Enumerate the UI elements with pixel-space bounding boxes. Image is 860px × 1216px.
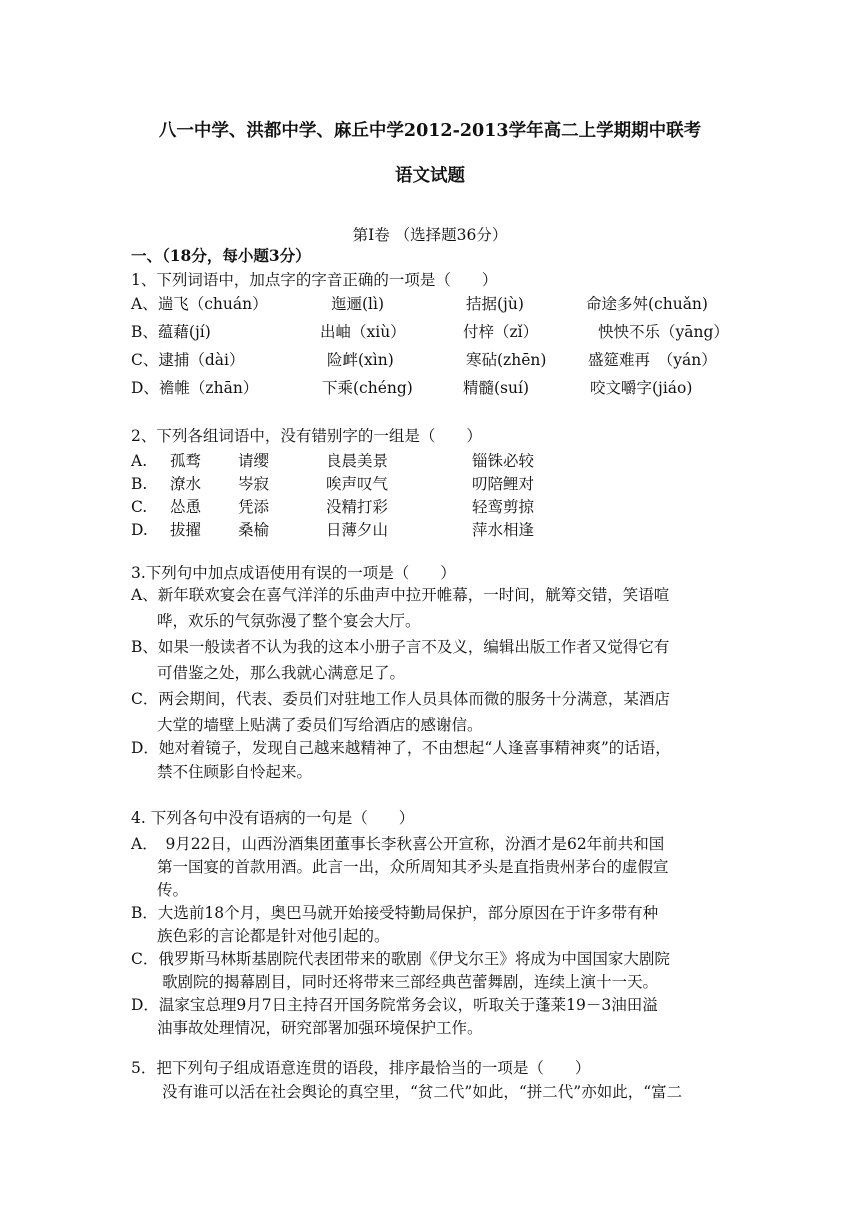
q1-row-d-col1: D、襜帷（zhān）	[131, 379, 259, 397]
q2-row-c-letter: C.	[131, 498, 148, 516]
q4-option-c-line1: C．俄罗斯马林斯基剧院代表团带来的歌剧《伊戈尔王》将成为中国国家大剧院	[131, 950, 670, 968]
q2-row-d-w1: 拔擢	[170, 521, 202, 539]
q1-row-a-col1: A、遄飞（chuán）	[131, 295, 268, 313]
q2-row-a-w1: 孤骛	[170, 452, 202, 470]
q2-row-c-w2: 凭添	[238, 498, 270, 516]
q4-option-b-line1: B．大选前18个月，奥巴马就开始接受特勤局保护，部分原因在于许多带有种	[131, 904, 659, 922]
q3-stem: 3.下列句中加点成语使用有误的一项是（ ）	[131, 564, 456, 582]
q3-option-c-line1: C．两会期间，代表、委员们对驻地工作人员具体而微的服务十分满意，某酒店	[131, 690, 670, 708]
q2-row-b-w2: 岑寂	[238, 475, 270, 493]
q1-row-c-col4: 盛筵难再 （yán）	[588, 351, 717, 369]
q1-row-d-col2: 下乘(chéng)	[322, 379, 413, 397]
exam-title: 八一中学、洪都中学、麻丘中学2012-2013学年高二上学期期中联考	[158, 121, 702, 141]
q2-row-d-w2: 桑榆	[238, 521, 270, 539]
q2-row-c-w4: 轻鸾剪掠	[472, 498, 535, 516]
q2-row-a-w4: 锱铢必较	[472, 452, 535, 470]
q3-option-b-line2: 可借鉴之处，那么我就心满意足了。	[157, 664, 406, 682]
q4-option-b-line2: 族色彩的言论都是针对他引起的。	[157, 927, 390, 945]
exam-subtitle: 语文试题	[395, 166, 465, 186]
q3-option-a-line2: 哗，欢乐的气氛弥漫了整个宴会大厅。	[157, 612, 421, 630]
q1-row-d-col3: 精髓(suí)	[463, 379, 529, 397]
q1-row-a-col4: 命途多舛(chuǎn)	[586, 295, 708, 313]
q5-passage-line1: 没有谁可以活在社会舆论的真空里，“贫二代”如此，“拼二代”亦如此，“富二	[162, 1083, 683, 1101]
q2-row-a-letter: A.	[131, 452, 148, 470]
q1-row-b-col4: 怏怏不乐（yāng）	[598, 323, 729, 341]
q2-stem: 2、下列各组词语中，没有错别字的一组是（ ）	[131, 427, 482, 445]
q2-row-b-letter: B.	[131, 475, 148, 493]
q3-option-a-line1: A、新年联欢宴会在喜气洋洋的乐曲声中拉开帷幕，一时间，觥筹交错，笑语喧	[131, 586, 670, 604]
q2-row-c-w3: 没精打彩	[326, 498, 389, 516]
q4-option-a-line2: 第一国宴的首款用酒。此言一出，众所周知其矛头是直指贵州茅台的虚假宣	[157, 858, 669, 876]
q4-option-a-line1: A． 9月22日，山西汾酒集团董事长李秋喜公开宣称，汾酒才是62年前共和国	[131, 835, 665, 853]
q1-row-c-col1: C、逮捕（dài）	[131, 351, 245, 369]
q2-row-d-letter: D.	[131, 521, 148, 539]
q2-row-b-w1: 潦水	[170, 475, 202, 493]
q1-row-b-col1: B、蕴藉(jí)	[131, 323, 211, 341]
q1-row-c-col3: 寒砧(zhēn)	[466, 351, 547, 369]
q4-option-a-line3: 传。	[157, 881, 189, 899]
q2-row-b-w4: 叨陪鲤对	[472, 475, 535, 493]
q2-row-a-w3: 良晨美景	[326, 452, 389, 470]
q3-option-c-line2: 大堂的墙壁上贴满了委员们写给酒店的感谢信。	[157, 716, 483, 734]
q3-option-b-line1: B、如果一般读者不认为我的这本小册子言不及义，编辑出版工作者又觉得它有	[131, 638, 670, 656]
volume-heading: 第I卷 （选择题36分）	[352, 226, 508, 244]
q1-row-b-col2: 出岫（xiù）	[320, 323, 406, 341]
q3-option-d-line2: 禁不住顾影自怜起来。	[157, 763, 313, 781]
section-heading: 一、（18分，每小题3分）	[131, 246, 311, 265]
q1-row-b-col3: 付梓（zǐ）	[463, 323, 539, 341]
q1-row-d-col4: 咬文嚼字(jiáo)	[590, 379, 693, 397]
q2-row-c-w1: 怂恿	[170, 498, 202, 516]
q4-option-d-line1: D．温家宝总理9月7日主持召开国务院常务会议，听取关于蓬莱19－3油田溢	[131, 996, 658, 1014]
q4-option-c-line2: 歌剧院的揭幕剧目，同时还将带来三部经典芭蕾舞剧，连续上演十一天。	[162, 973, 659, 991]
q1-row-c-col2: 险衅(xìn)	[327, 351, 394, 369]
q2-row-d-w3: 日薄夕山	[326, 521, 389, 539]
q1-row-a-col2: 迤逦(lì)	[331, 295, 385, 313]
q2-row-a-w2: 请缨	[238, 452, 270, 470]
q2-row-d-w4: 萍水相逢	[472, 521, 535, 539]
q4-stem: 4. 下列各句中没有语病的一句是（ ）	[131, 809, 415, 827]
q5-stem: 5．把下列句子组成语意连贯的语段，排序最恰当的一项是（ ）	[131, 1059, 591, 1077]
q2-row-b-w3: 唉声叹气	[326, 475, 389, 493]
q1-stem: 1、下列词语中，加点字的字音正确的一项是（ ）	[131, 271, 498, 289]
q4-option-d-line2: 油事故处理情况，研究部署加强环境保护工作。	[157, 1019, 483, 1037]
q3-option-d-line1: D．她对着镜子，发现自己越来越精神了，不由想起“人逢喜事精神爽”的话语，	[131, 739, 671, 757]
q1-row-a-col3: 拮据(jù)	[466, 295, 524, 313]
